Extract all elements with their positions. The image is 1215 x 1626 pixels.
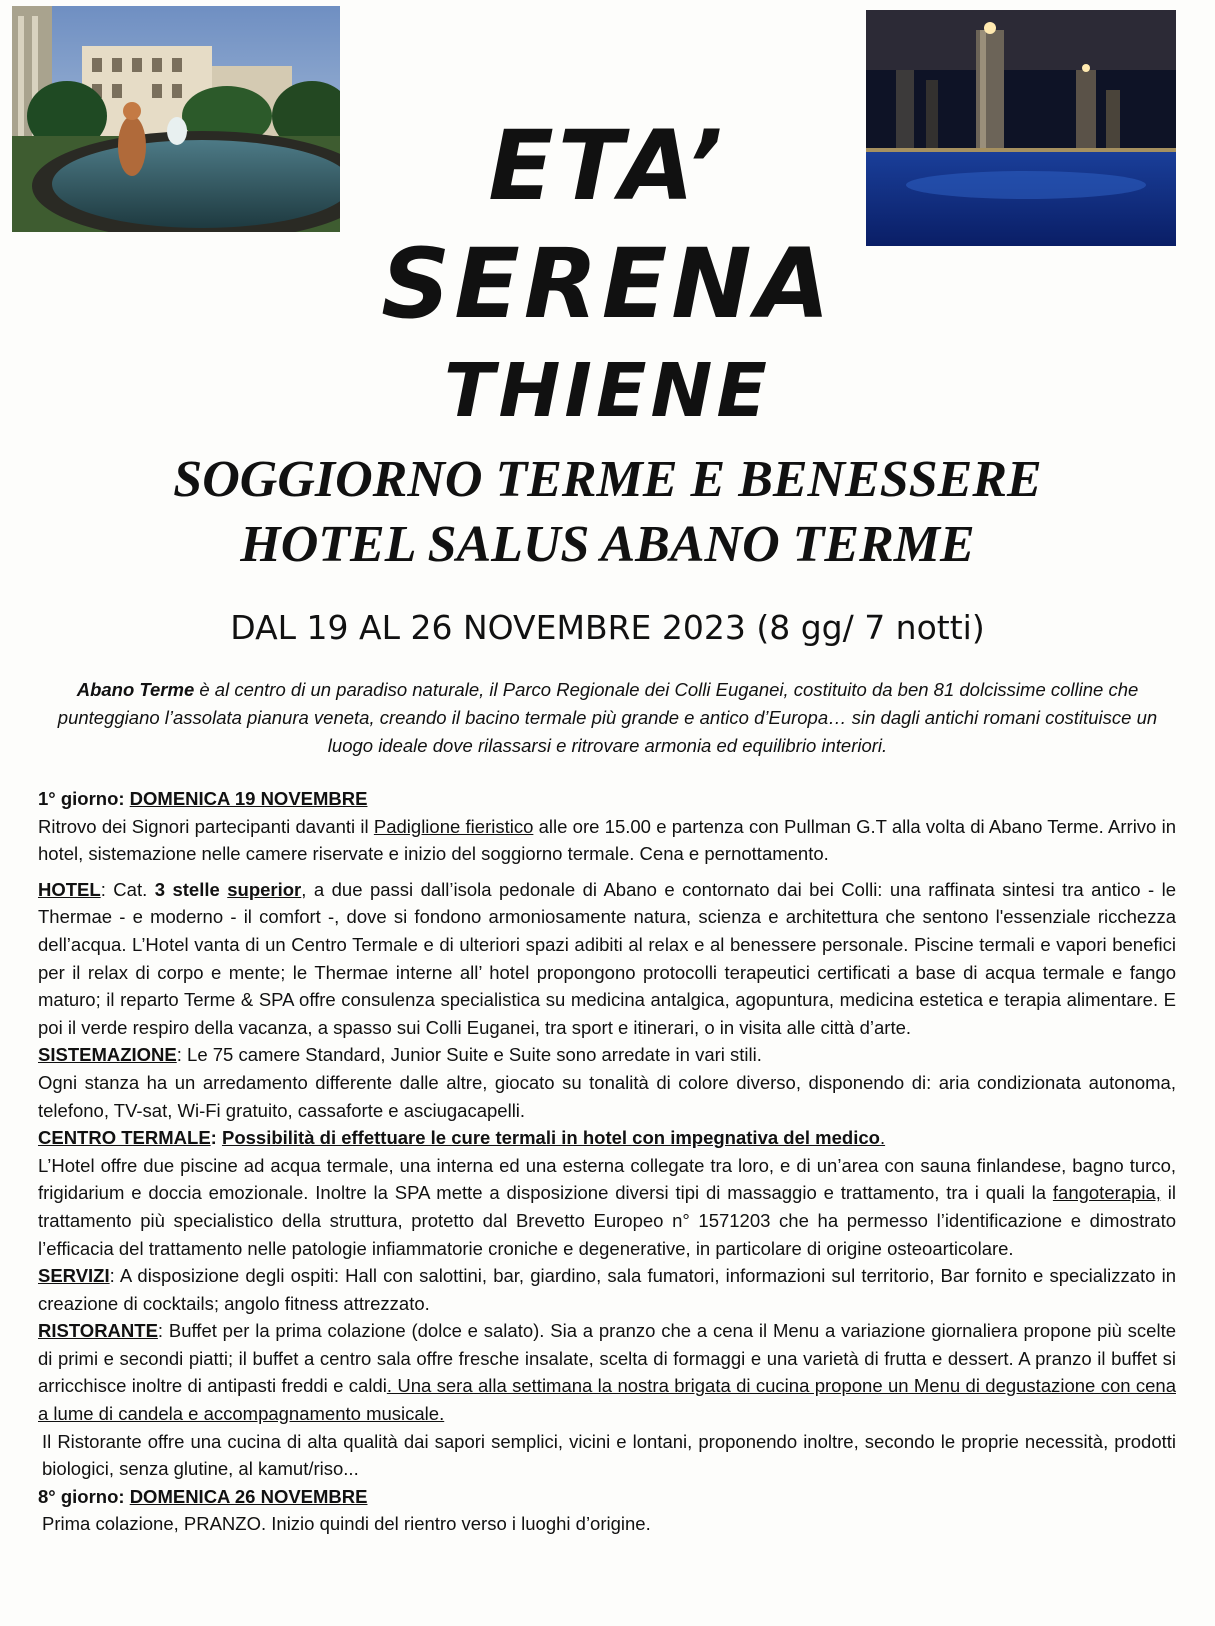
centro-termale-text [38,1152,1176,1262]
day8-colon: : [118,1485,130,1507]
intro-text: è al centro di un paradiso naturale, il Parco Regionale dei Colli Euganei, costituito da ben 81 dolcissime colline che punteggiano l’assolata pianura veneta, creando il bacino termale più grande e antico d’Europa… sin dagli antichi romani costituisce un luogo ideale dove rilassarsi e ritrovare armonia ed equilibrio interiori. [57,679,1158,756]
day1-label: 1° giorno: [38,788,130,809]
title-line-2: SERENA [381,228,834,340]
sistemazione-text: : Le 75 camere Standard, Junior Suite e Suite sono arredate in vari stili. [176,1044,762,1066]
subtitle-line-1: SOGGIORNO TERME E BENESSERE [173,451,1042,508]
intro-place: Abano Terme [76,679,195,700]
ristorante-highlight: Una sera alla settimana la nostra brigata di cucina propone un Menu di degustazione con cena a lume di candela e accompagnamento musicale. [38,1375,1176,1425]
day1-text [38,813,1176,868]
title-line-3: THIENE [444,348,771,434]
ristorante-label: RISTORANTE [38,1320,158,1342]
day8-heading [38,1483,1176,1511]
sistemazione-details: Ogni stanza ha un arredamento differente dalle altre, giocato su tonalità di colore diverso, disponendo di: aria condizionata autonoma, telefono, TV-sat, Wi-Fi gratuito, cassaforte e asciugacapelli. [38,1071,1176,1121]
centro-termale-heading [38,1124,1176,1152]
ristorante-text-a: : Buffet per la prima colazione (dolce e salato). Sia a pranzo che a cena il Menu a variazione giornaliera propone più scelte di primi e secondi piatti; il buffet a centro sala offre fresche insalate, scelta di formaggi e una varietà di frutta e dessert. A pranzo il buffet si arricchisce inoltre di antipasti freddi e caldi [38,1320,1176,1397]
day1-date: DOMENICA 19 NOVEMBRE [129,788,368,809]
centro-label: CENTRO TERMALE [38,1127,211,1149]
subtitle-line-2: HOTEL SALUS ABANO TERME [240,516,975,573]
day1-text-a: Ritrovo dei Signori partecipanti davanti il [38,815,374,837]
itinerary-body [38,785,1176,1538]
centro-colon: : [210,1127,222,1149]
hotel-text-b: , a due passi dall’isola pedonale di Abano e contornato dai bei Colli: una raffinata sintesi tra antico - le Thermae - e moderno - il comfort -, dove si fondono armoniosamente natura, scienza e architettura che sentono l'essenziale ricchezza dell’acqua. L’Hotel vanta di un Centro Termale e di ulteriori spazi adibiti al relax e al benessere personale. Piscine termali e vapori benefici per il relax di corpo e mente; le Thermae interne all’ hotel propongono protocolli terapeutici certificati a base di acqua termale e fango maturo; il reparto Terme & SPA offre consulenza specialistica su medicina antalgica, agopuntura, medicina estetica e terapia alimentare. E poi il verde respiro della vacanza, a spasso sui Colli Euganei, tra sport e itinerari, o in visita alle città d’arte. [38,878,1176,1038]
day8-label: 8° giorno [38,1485,119,1507]
day1-text-b: alle ore 15.00 e partenza con Pullman G.T alla volta di Abano Terme. Arrivo in hotel, sistemazione nelle camere riservate e inizio del soggiorno termale. Cena e pernottamento. [38,815,1176,865]
day1-meeting-place: Padiglione fieristico [373,815,534,837]
hotel-paragraph [38,876,1176,1042]
sistemazione-label: SISTEMAZIONE [38,1044,177,1066]
day1-heading [38,785,1176,813]
ristorante-dot: . [386,1375,392,1397]
centro-text-a: L’Hotel offre due piscine ad acqua termale, una interna ed una esterna collegate tra loro, e di un’area con sauna finlandese, bagno turco, frigidarium e doccia emozionale. Inoltre la SPA mette a disposizione diversi tipi di massaggio e trattamento, tra i quali la [38,1154,1176,1204]
hotel-text-a: : Cat. [100,878,155,900]
sistemazione-paragraph [38,1041,1176,1069]
servizi-paragraph [38,1262,1176,1317]
day8-text: Prima colazione, PRANZO. Inizio quindi del rientro verso i luoghi d’origine. [42,1513,651,1535]
centro-dot: . [879,1127,886,1149]
day8-date: DOMENICA 26 NOVEMBRE [129,1485,368,1507]
centro-text-b: il trattamento più specialistico della struttura, protetto dal Brevetto Europeo n° 1571203 che ha permesso l’identificazione e dimostrato l’efficacia del trattamento nelle patologie infiammatorie croniche e degenerative, in particolare di origine osteoarticolare. [38,1182,1176,1259]
centro-fangoterapia: fangoterapia, [1052,1182,1161,1204]
servizi-text: : A disposizione degli ospiti: Hall con salottini, bar, giardino, sala fumatori, informazioni sul territorio, Bar fornito e specializzato in creazione di cocktails; angolo fitness attrezzato. [38,1265,1176,1314]
ristorante-details: Il Ristorante offre una cucina di alta qualità dai sapori semplici, vicini e lontani, proponendo inoltre, secondo le proprie necessità, prodotti biologici, senza glutine, al kamut/riso... [42,1430,1176,1480]
hotel-label: HOTEL [38,878,101,900]
ristorante-paragraph [38,1317,1176,1427]
servizi-label: SERVIZI [38,1265,110,1287]
trip-dates: DAL 19 AL 26 NOVEMBRE 2023 (8 gg/ 7 notti) [230,608,985,647]
centro-highlight: Possibilità di effettuare le cure termali in hotel con impegnativa del medico [221,1127,880,1149]
title-line-1: ETA’ [488,110,727,222]
hotel-stars: 3 stelle [154,878,228,900]
intro-paragraph [40,676,1175,760]
hotel-superior: superior [227,878,302,900]
